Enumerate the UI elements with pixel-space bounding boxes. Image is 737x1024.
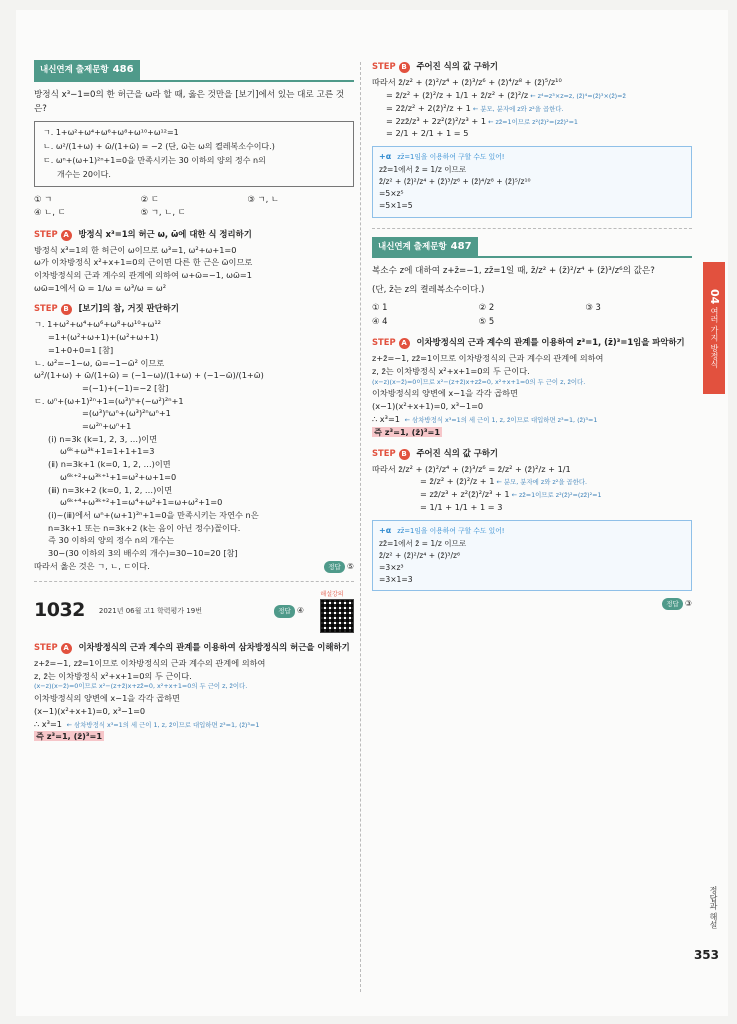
- solution-line: =(ω³)ⁿωⁿ+(ω³)²ⁿωⁿ+1: [82, 408, 171, 419]
- solution-line: =ω²ⁿ+ωⁿ+1: [82, 421, 132, 432]
- tip-line: =3×1=3: [379, 575, 413, 584]
- bogi-item: 개수는 20이다.: [57, 169, 111, 179]
- step-label: STEP: [34, 303, 58, 314]
- solution-line: 이차방정식의 양변에 x−1을 각각 곱하면: [34, 693, 180, 704]
- choice[interactable]: ① 1: [372, 302, 388, 313]
- side-note-text: 삼차방정식 x³=1의 세 근이 1, z, z̄이므로 대입하면 z³=1, (z̄)³=1: [412, 415, 598, 424]
- problem-487-tag: [372, 237, 692, 257]
- question-486: 방정식 x³−1=0의 한 허근을 ω라 할 때, 옳은 것만을 [보기]에서 있는 대로 고른 것은?: [34, 89, 345, 115]
- solution-line: 30−(30 이하의 3의 배수의 개수)=30−10=20 [참]: [48, 548, 238, 559]
- problem-486-tag: [34, 60, 354, 80]
- right-column: [372, 60, 692, 611]
- side-note: ← z⁴=z³×z=z, (z̄)⁴=(z̄)³×(z̄)=z̄: [528, 91, 626, 100]
- solution-line: =1+(ω²+ω+1)+(ω²+ω+1): [48, 332, 159, 343]
- choice[interactable]: ② 2: [478, 302, 495, 313]
- side-note: ← 분모, 분자에 z와 z²을 곱한다.: [470, 104, 564, 113]
- side-note-text: 분모, 분자에 z와 z²을 곱한다.: [480, 104, 564, 113]
- solution-line: = 2/1 + 2/1 + 1 = 5: [386, 128, 469, 139]
- solution-line: [34, 730, 354, 743]
- answer-value: ④: [296, 606, 304, 616]
- tip-line: z̄/z² + (z̄)²/z⁴ + (z̄)³/z⁶ + (z̄)⁴/z⁸ + (z̄)⁵/z¹⁰: [379, 177, 531, 187]
- left-column: [34, 60, 354, 743]
- solution-line: n=3k+1 또는 n=3k+2 (k는 음이 아닌 정수)꼴이다.: [48, 522, 241, 533]
- choice[interactable]: ③ 3: [585, 302, 601, 313]
- answer-value: ⑤: [346, 561, 354, 571]
- solution-text: = 2zz̄/z³ + 2z²(z̄)²/z³ + 1: [386, 115, 487, 126]
- solution-line: 방정식 x³=1의 한 허근이 ω이므로 ω³=1, ω²+ω+1=0: [34, 244, 237, 255]
- page-number: 353: [693, 948, 719, 962]
- tip-line: zz̄=1에서 z̄ = 1/z 이므로: [379, 538, 467, 548]
- solution-line: ωω̄=1에서 ω̄ = 1/ω = ω³/ω = ω²: [34, 282, 166, 293]
- solution-line: [372, 102, 692, 115]
- side-note-text: 삼차방정식 x³=1의 세 근이 1, z, z̄이므로 대입하면 z³=1, (z̄)³=1: [74, 720, 260, 729]
- choice[interactable]: ③ ㄱ, ㄴ: [247, 193, 280, 204]
- tip-header: [379, 525, 685, 538]
- tip-line: z̄/z² + (z̄)²/z⁴ + (z̄)³/z⁶: [379, 550, 461, 560]
- step-b-top-heading: [372, 60, 692, 73]
- step-a-heading: [34, 228, 354, 241]
- step-letter: B: [399, 449, 410, 460]
- solution-text: = zz̄/z³ + z²(z̄)²/z³ + 1: [420, 489, 510, 500]
- solution-text: = z̄/z² + (z̄)²/z + 1/1 + z̄/z² + (z̄)²/z: [386, 89, 529, 100]
- solution-line: [372, 426, 692, 439]
- step-label: STEP: [372, 447, 396, 458]
- step-label: STEP: [372, 61, 396, 71]
- solution-line: ㄷ. ωⁿ+(ω+1)²ⁿ+1=(ω³)ⁿ+(−ω²)²ⁿ+1: [34, 395, 184, 406]
- solution-line: z+z̄=−1, zz̄=1이므로 이차방정식의 근과 계수의 관계에 의하여: [34, 657, 266, 668]
- step-title: 주어진 식의 값 구하기: [416, 447, 499, 458]
- side-note: (x−z)(x−z̄)=0이므로 x²−(z+z̄)x+zz̄=0, x²+x+1=0의 두 근이 z, z̄이다.: [34, 682, 248, 691]
- answer-label: 정답: [662, 598, 683, 610]
- bogi-item: ㄴ. ω²/(1+ω) + ω̄/(1+ω̄) = −2 (단, ω̄는 ω의 켤레복소수이다.): [43, 141, 275, 151]
- side-note-text: zz̄=1이므로 z²(z̄)²=(zz̄)²=1: [519, 491, 602, 500]
- choice[interactable]: ⑤ 5: [478, 315, 495, 326]
- step-label: STEP: [372, 337, 396, 348]
- solution-line: ω²/(1+ω) + ω̄/(1+ω̄) = (−1−ω)/(1+ω) + (−1−ω̄)/(1+ω̄): [34, 370, 264, 381]
- side-note: ← 삼차방정식 x³=1의 세 근이 1, z, z̄이므로 대입하면 z³=1, (z̄)³=1: [402, 415, 598, 424]
- problem-number: 1032: [34, 599, 85, 622]
- solution-line: =1+0+0=1 [참]: [48, 344, 114, 355]
- step-letter: B: [61, 304, 72, 315]
- section-divider: [34, 581, 354, 582]
- qr-label: 해설강의: [320, 590, 344, 598]
- tip-title: zz̄=1임을 이용하여 구할 수도 있어!: [397, 153, 505, 162]
- step-letter: A: [61, 643, 72, 654]
- solution-line: (ⅰ) n=3k (k=1, 2, 3, …)이면: [48, 433, 158, 444]
- solution-line: 따라서 z̄/z² + (z̄)²/z⁴ + (z̄)³/z⁶ + (z̄)⁴/z⁸ + (z̄)⁵/z¹⁰: [372, 77, 562, 88]
- solution-line: ㄴ. ω²=−1−ω, ω̄=−1−ω̄² 이므로: [34, 357, 165, 368]
- choices-486: [34, 193, 354, 220]
- side-note: ← 삼차방정식 x³=1의 세 근이 1, z, z̄이므로 대입하면 z³=1, (z̄)³=1: [64, 720, 260, 729]
- bogi-item: ㄷ. ωⁿ+(ω+1)²ⁿ+1=0을 만족시키는 30 이하의 양의 정수 n의: [43, 155, 266, 165]
- solution-line: [372, 115, 692, 128]
- solution-line: ω가 이차방정식 x²+x+1=0의 근이면 다른 한 근은 ω̄이므로: [34, 257, 253, 268]
- tag-number: 486: [112, 64, 134, 75]
- tag-number: 487: [450, 240, 472, 252]
- tip-title: zz̄=1임을 이용하여 구할 수도 있어!: [397, 526, 505, 535]
- column-divider: [360, 62, 361, 992]
- solution-line: 이차방정식의 양변에 x−1을 각각 곱하면: [372, 388, 518, 399]
- side-note: ← 분모, 분자에 z와 z²을 곱한다.: [494, 478, 588, 487]
- side-note: ← zz̄=1이므로 z²(z̄)²=(zz̄)²=1: [486, 117, 579, 126]
- solution-line: (ⅱ) n=3k+1 (k=0, 1, 2, …)이면: [48, 459, 171, 470]
- highlighted-result: 즉 z³=1, (z̄)³=1: [374, 426, 441, 437]
- qr-block[interactable]: [310, 590, 354, 633]
- choice[interactable]: ④ 4: [372, 315, 388, 326]
- chapter-title: 여러 가지 방정식: [710, 306, 719, 368]
- chapter-number: 04: [708, 288, 721, 304]
- step-a2-heading: [34, 641, 354, 654]
- step-title: 이차방정식의 근과 계수의 관계를 이용하여 z³=1, (z̄)³=1임을 파악하기: [416, 337, 685, 348]
- tag-underline: [34, 80, 354, 82]
- solution-line: (ⅲ) n=3k+2 (k=0, 1, 2, …)이면: [48, 484, 173, 495]
- footer-section-label: 정답과 해설: [709, 886, 718, 929]
- answer-badge-1032: [268, 604, 304, 617]
- step-letter: B: [399, 62, 410, 73]
- step-title: [보기]의 참, 거짓 판단하기: [78, 303, 179, 314]
- tag-underline: [372, 256, 692, 258]
- step-a3-heading: [372, 336, 692, 349]
- solution-line: = 1/1 + 1/1 + 1 = 3: [420, 502, 503, 513]
- solution-line: 이차방정식의 근과 계수의 관계에 의하여 ω+ω̄=−1, ωω̄=1: [34, 270, 252, 281]
- solution-line: ㄱ. 1+ω²+ω⁴+ω⁶+ω⁸+ω¹⁰+ω¹²: [34, 319, 161, 330]
- solution-line: z, z̄는 이차방정식 x²+x+1=0의 두 근이다.: [372, 365, 530, 376]
- chapter-tab[interactable]: [703, 262, 725, 394]
- tag-label: 내신연계 출제문항: [40, 65, 109, 75]
- solution-text: ∴ x³=1: [34, 718, 63, 729]
- side-note: (x−z)(x−z̄)=0이므로 x²−(z+z̄)x+zz̄=0, x²+x+1=0의 두 근이 z, z̄이다.: [372, 377, 586, 386]
- solution-line: ω⁶ᵏ+ω³ᵏ+1=1+1+1=3: [60, 446, 155, 457]
- tip-icon: +α: [379, 152, 392, 162]
- step-title: 주어진 식의 값 구하기: [416, 61, 499, 71]
- tag-label: 내신연계 출제문항: [378, 241, 447, 252]
- step-label: STEP: [34, 641, 58, 652]
- solution-line: ω⁶ᵏ⁺²+ω³ᵏ⁺¹+1=ω²+ω+1=0: [60, 471, 177, 482]
- problem-source: 2021년 06월 고1 학력평가 19번: [98, 606, 202, 615]
- question-487: 복소수 z에 대하여 z+z̄=−1, zz̄=1일 때, z̄/z² + (z̄)²/z⁴ + (z̄)³/z⁶의 값은?: [372, 266, 655, 277]
- solution-line: [34, 560, 354, 573]
- answer-label: 정답: [274, 605, 295, 617]
- tip-box-2: [372, 520, 692, 591]
- solution-line: (ⅰ)~(ⅲ)에서 ωⁿ+(ω+1)²ⁿ+1=0을 만족시키는 자연수 n은: [48, 509, 259, 520]
- step-title: 방정식 x³=1의 허근 ω, ω̄에 대한 식 정리하기: [78, 228, 252, 239]
- solution-line: [372, 488, 692, 501]
- question-487-note: (단, z̄는 z의 켤레복소수이다.): [372, 284, 485, 295]
- tip-line: zz̄=1에서 z̄ = 1/z 이므로: [379, 164, 467, 174]
- solution-text: ∴ x³=1: [372, 413, 401, 424]
- side-note-text: 분모, 분자에 z와 z²을 곱한다.: [503, 478, 588, 487]
- answer-value: ③: [684, 599, 692, 609]
- solution-line: 즉 30 이하의 양의 정수 n의 개수는: [48, 535, 175, 546]
- side-note-text: zz̄=1이므로 z²(z̄)²=(zz̄)²=1: [495, 117, 579, 126]
- tip-header: [379, 151, 685, 164]
- solution-line: [372, 413, 692, 426]
- solution-line: (x−1)(x²+x+1)=0, x³−1=0: [372, 401, 484, 412]
- solution-line: z, z̄는 이차방정식 x²+x+1=0의 두 근이다.: [34, 670, 192, 681]
- tip-line: =5×1=5: [379, 201, 413, 211]
- side-note: ← zz̄=1이므로 z²(z̄)²=(zz̄)²=1: [509, 491, 602, 500]
- solution-text: = z̄/z² + (z̄)²/z + 1: [420, 476, 495, 487]
- choices-487: [372, 301, 692, 328]
- answer-badge-486: [318, 560, 354, 573]
- tip-line: =5×z⁵: [379, 189, 404, 199]
- conclusion: 따라서 옳은 것은 ㄱ, ㄴ, ㄷ이다.: [34, 560, 150, 571]
- step-b3-heading: [372, 447, 692, 460]
- bogi-item: ㄱ. 1+ω²+ω⁴+ω⁶+ω⁸+ω¹⁰+ω¹²=1: [43, 127, 179, 137]
- solution-line: 따라서 z̄/z² + (z̄)²/z⁴ + (z̄)³/z⁶ = z̄/z² + (z̄)²/z + 1/1: [372, 463, 571, 474]
- choice[interactable]: ② ㄷ: [140, 193, 159, 204]
- section-divider: [372, 228, 692, 229]
- tip-icon: +α: [379, 525, 392, 535]
- step-letter: A: [61, 230, 72, 241]
- problem-1032-header: [34, 590, 354, 633]
- solution-line: z+z̄=−1, zz̄=1이므로 이차방정식의 근과 계수의 관계에 의하여: [372, 353, 604, 364]
- qr-code-icon[interactable]: [320, 599, 354, 633]
- highlighted-result: 즉 z³=1, (z̄)³=1: [36, 731, 103, 742]
- tip-box-1: [372, 146, 692, 217]
- side-note-text: z⁴=z³×z=z, (z̄)⁴=(z̄)³×(z̄)=z̄: [537, 91, 626, 100]
- tip-line: =3×z³: [379, 562, 404, 572]
- step-label: STEP: [34, 228, 58, 239]
- solution-line: [372, 89, 692, 102]
- answer-label: 정답: [324, 561, 345, 573]
- choice[interactable]: ① ㄱ: [34, 193, 53, 204]
- bogi-box: [34, 121, 354, 187]
- solution-line: ω⁶ᵏ⁺⁴+ω³ᵏ⁺²+1=ω⁴+ω²+1=ω+ω²+1=0: [60, 497, 223, 508]
- solution-line: [34, 718, 354, 731]
- solution-line: =(−1)+(−1)=−2 [참]: [82, 382, 169, 393]
- answer-badge-487: [372, 597, 692, 610]
- solution-line: [372, 475, 692, 488]
- step-title: 이차방정식의 근과 계수의 관계를 이용하여 삼차방정식의 허근을 이해하기: [78, 641, 350, 652]
- step-letter: A: [399, 338, 410, 349]
- solution-line: (x−1)(x²+x+1)=0, x³−1=0: [34, 705, 146, 716]
- choice[interactable]: ⑤ ㄱ, ㄴ, ㄷ: [140, 207, 186, 218]
- step-b-heading: [34, 302, 354, 315]
- choice[interactable]: ④ ㄴ, ㄷ: [34, 207, 66, 218]
- solution-text: = 2z̄/z² + 2(z̄)²/z + 1: [386, 102, 471, 113]
